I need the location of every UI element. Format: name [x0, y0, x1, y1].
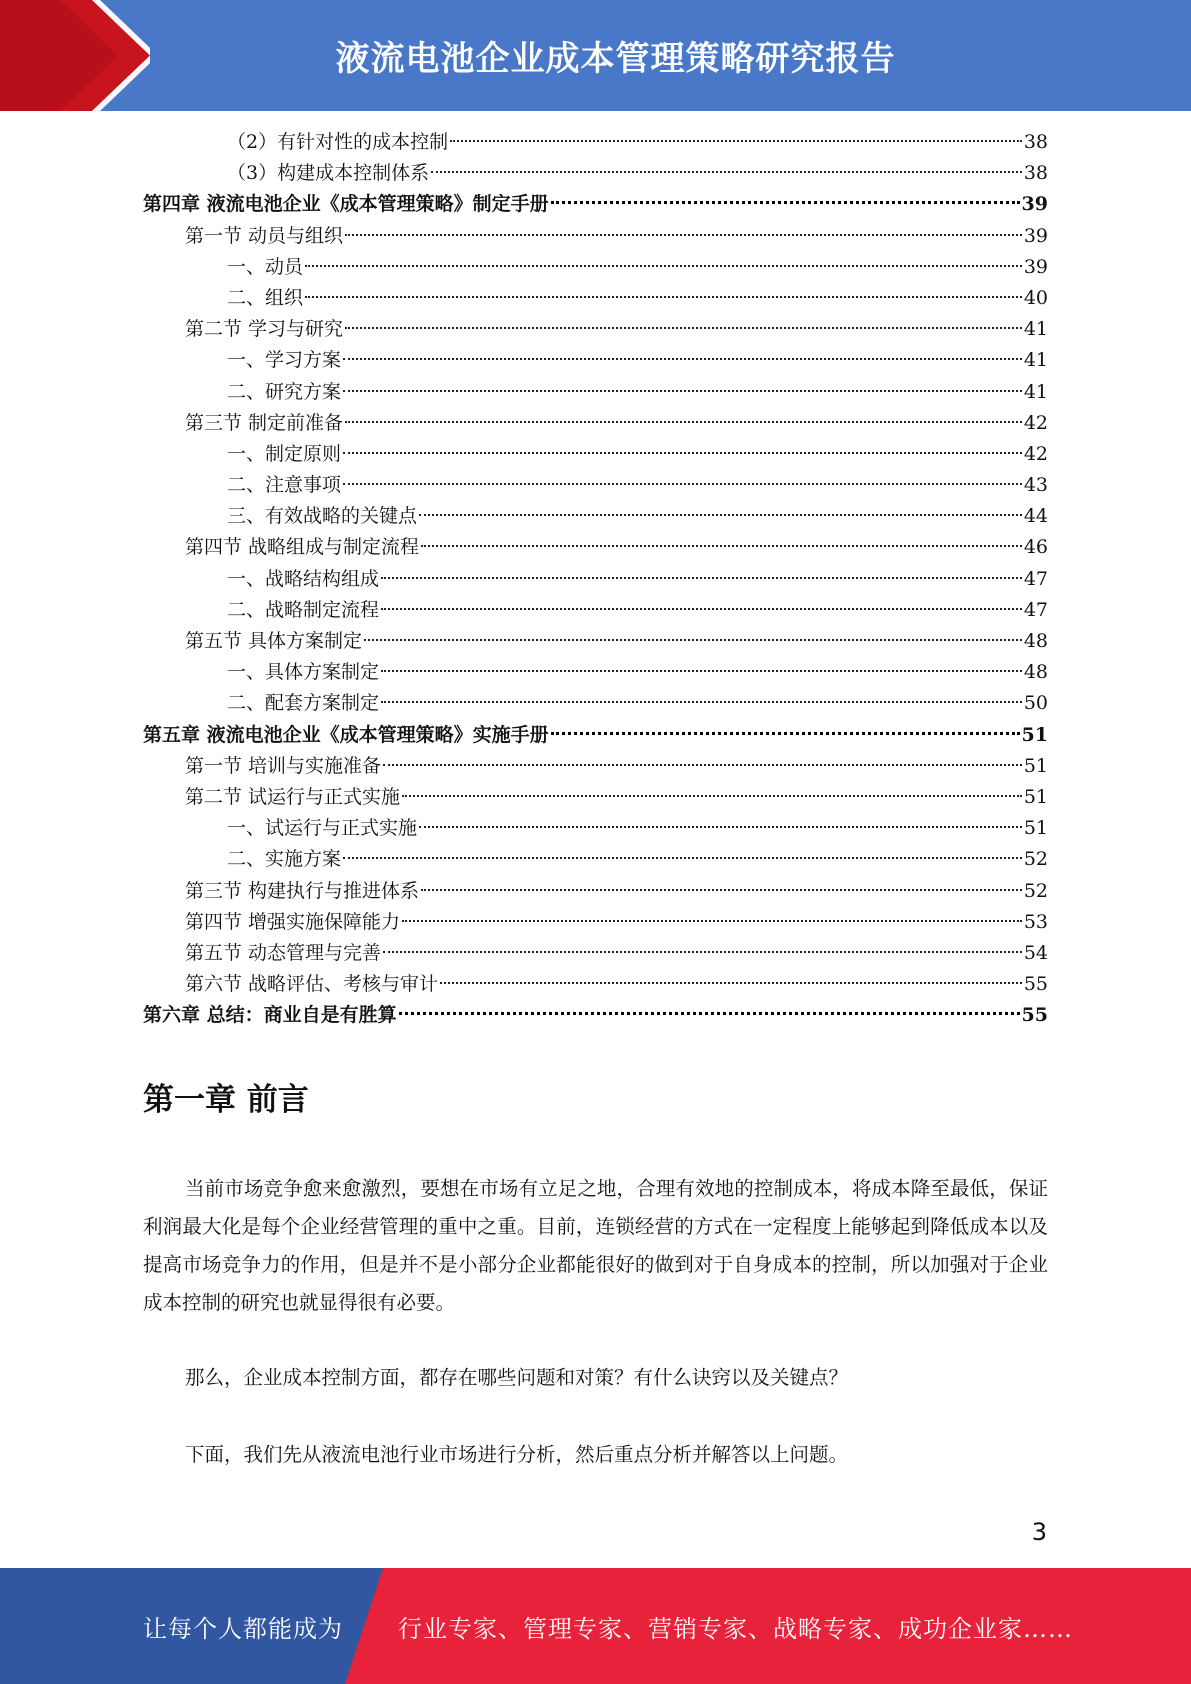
- toc-subsection-entry[interactable]: [143, 252, 1048, 283]
- toc-page-number: 39: [1021, 193, 1048, 216]
- toc-entry-title: 一、具体方案制定: [227, 661, 380, 684]
- toc-entry-title: 第二节 试运行与正式实施: [185, 785, 401, 808]
- toc-subsection-entry[interactable]: [143, 813, 1048, 844]
- toc-entry-title: 一、试运行与正式实施: [227, 817, 418, 840]
- toc-page-number: 55: [1021, 1004, 1048, 1027]
- toc-leader-dots: [399, 1012, 1020, 1015]
- toc-leader-dots: [343, 390, 1022, 392]
- toc-entry-title: 第五节 具体方案制定: [185, 630, 363, 652]
- toc-section-entry[interactable]: [143, 626, 1048, 657]
- toc-subsection-entry[interactable]: [143, 158, 1048, 189]
- toc-leader-dots: [421, 545, 1022, 547]
- toc-page-number: 38: [1023, 131, 1048, 153]
- toc-leader-dots: [343, 358, 1022, 360]
- header-band: [0, 0, 1191, 111]
- toc-page-number: 51: [1023, 817, 1048, 840]
- toc-leader-dots: [381, 577, 1022, 579]
- toc-leader-dots: [343, 483, 1022, 485]
- toc-page-number: 38: [1023, 162, 1048, 185]
- toc-subsection-entry[interactable]: [143, 377, 1048, 408]
- toc-leader-dots: [551, 201, 1020, 204]
- toc-page-number: 54: [1023, 941, 1048, 964]
- toc-entry-title: 一、动员: [227, 255, 304, 278]
- toc-section-entry[interactable]: [143, 751, 1048, 782]
- toc-page-number: 51: [1023, 785, 1048, 808]
- toc-page-number: 41: [1023, 318, 1048, 341]
- toc-leader-dots: [402, 795, 1022, 797]
- toc-leader-dots: [383, 951, 1022, 953]
- paragraph: 当前市场竞争愈来愈激烈，要想在市场有立足之地，合理有效地的控制成本，将成本降至最低，保证利润最大化是每个企业经营管理的重中之重。目前，连锁经营的方式在一定程度上能够起到降低成本以及提高市场竞争力的作用，但是并不是小部分企业都能很好的做到对于自身成本的控制，所以加强对于企业成本控制的研究也就显得很有必要。: [143, 1177, 1048, 1314]
- toc-entry-title: 第二节 学习与研究: [185, 318, 344, 341]
- toc-page-number: 55: [1023, 973, 1048, 996]
- footer-band: [0, 1568, 1191, 1684]
- toc-page-number: 40: [1023, 286, 1048, 309]
- paragraph: 下面，我们先从液流电池行业市场进行分析，然后重点分析并解答以上问题。: [185, 1443, 849, 1466]
- toc-entry-title: 二、战略制定流程: [227, 598, 380, 621]
- toc-section-entry[interactable]: [143, 938, 1048, 969]
- toc-subsection-entry[interactable]: [143, 283, 1048, 314]
- toc-page-number: 43: [1023, 474, 1048, 497]
- toc-page-number: 42: [1023, 442, 1048, 465]
- toc-leader-dots: [343, 857, 1022, 859]
- toc-chapter-entry[interactable]: [143, 189, 1048, 220]
- toc-section-entry[interactable]: [143, 876, 1048, 907]
- toc-section-entry[interactable]: [143, 408, 1048, 439]
- chapter-heading: 第一章 前言: [143, 1082, 309, 1118]
- toc-entry-title: 二、配套方案制定: [227, 692, 380, 715]
- toc-leader-dots: [383, 764, 1022, 766]
- toc-leader-dots: [364, 639, 1022, 641]
- toc-leader-dots: [402, 920, 1022, 922]
- toc-chapter-entry[interactable]: [143, 1000, 1048, 1031]
- toc-entry-title: 第四节 战略组成与制定流程: [185, 536, 420, 559]
- toc-leader-dots: [305, 296, 1022, 298]
- toc-leader-dots: [431, 171, 1022, 173]
- toc-subsection-entry[interactable]: [143, 345, 1048, 376]
- toc-section-entry[interactable]: [143, 532, 1048, 563]
- toc-subsection-entry[interactable]: [143, 470, 1048, 501]
- toc-entry-title: 第五章 液流电池企业《成本管理策略》实施手册: [143, 723, 549, 746]
- footer-slogan-left: 让每个人都能成为: [143, 1614, 343, 1643]
- toc-subsection-entry[interactable]: [143, 564, 1048, 595]
- toc-page-number: 44: [1023, 505, 1048, 528]
- toc-page-number: 50: [1023, 692, 1048, 715]
- toc-page-number: 41: [1023, 349, 1048, 372]
- toc-entry-title: 第六节 战略评估、考核与审计: [185, 973, 439, 996]
- toc-entry-title: 第一节 培训与实施准备: [185, 754, 382, 777]
- toc-page-number: 47: [1023, 598, 1048, 621]
- toc-entry-title: 第四章 液流电池企业《成本管理策略》制定手册: [143, 193, 549, 216]
- toc-subsection-entry[interactable]: [143, 688, 1048, 719]
- toc-entry-title: 一、制定原则: [227, 442, 342, 465]
- toc-entry-title: 二、实施方案: [227, 848, 342, 871]
- toc-subsection-entry[interactable]: [143, 127, 1048, 158]
- toc-entry-title: 一、战略结构组成: [227, 567, 380, 590]
- page-number: 3: [1031, 1518, 1047, 1546]
- toc-leader-dots: [419, 826, 1022, 828]
- toc-subsection-entry[interactable]: [143, 595, 1048, 626]
- toc-section-entry[interactable]: [143, 314, 1048, 345]
- toc-page-number: 42: [1023, 411, 1048, 434]
- toc-page-number: 46: [1023, 536, 1048, 559]
- toc-section-entry[interactable]: [143, 221, 1048, 252]
- toc-entry-title: 第一节 动员与组织: [185, 224, 344, 247]
- toc-page-number: 48: [1023, 630, 1048, 652]
- toc-page-number: 47: [1023, 567, 1048, 590]
- toc-leader-dots: [421, 889, 1022, 891]
- toc-page-number: 41: [1023, 380, 1048, 403]
- toc-leader-dots: [305, 265, 1022, 267]
- toc-leader-dots: [450, 140, 1022, 142]
- toc-entry-title: 三、有效战略的关键点: [227, 505, 418, 528]
- toc-subsection-entry[interactable]: [143, 657, 1048, 688]
- toc-leader-dots: [345, 327, 1022, 329]
- toc-leader-dots: [381, 701, 1022, 703]
- toc-page-number: 52: [1023, 848, 1048, 871]
- toc-subsection-entry[interactable]: [143, 439, 1048, 470]
- toc-subsection-entry[interactable]: [143, 501, 1048, 532]
- toc-leader-dots: [343, 452, 1022, 454]
- toc-page-number: 53: [1023, 910, 1048, 933]
- toc-subsection-entry[interactable]: [143, 844, 1048, 875]
- toc-leader-dots: [419, 514, 1022, 516]
- toc-page-number: 39: [1023, 224, 1048, 247]
- paragraph: 那么，企业成本控制方面，都存在哪些问题和对策？有什么诀窍以及关键点？: [185, 1366, 849, 1389]
- toc-section-entry[interactable]: [143, 907, 1048, 938]
- toc-entry-title: （3）构建成本控制体系: [227, 162, 430, 185]
- toc-leader-dots: [345, 421, 1022, 423]
- toc-page-number: 39: [1023, 255, 1048, 278]
- table-of-contents: [143, 127, 1048, 1031]
- toc-entry-title: 二、组织: [227, 286, 304, 309]
- toc-leader-dots: [551, 732, 1020, 735]
- toc-page-number: 52: [1023, 879, 1048, 902]
- header-chevron-decoration: [0, 0, 150, 111]
- toc-entry-title: （2）有针对性的成本控制: [227, 131, 449, 153]
- toc-leader-dots: [381, 608, 1022, 610]
- toc-chapter-entry[interactable]: [143, 720, 1048, 751]
- toc-page-number: 51: [1023, 754, 1048, 777]
- toc-leader-dots: [440, 982, 1022, 984]
- toc-entry-title: 第四节 增强实施保障能力: [185, 910, 401, 933]
- toc-section-entry[interactable]: [143, 969, 1048, 1000]
- toc-page-number: 48: [1023, 661, 1048, 684]
- toc-entry-title: 第六章 总结：商业自是有胜算: [143, 1004, 397, 1027]
- report-title: 液流电池企业成本管理策略研究报告: [335, 39, 896, 79]
- toc-section-entry[interactable]: [143, 782, 1048, 813]
- toc-entry-title: 二、研究方案: [227, 380, 342, 403]
- toc-entry-title: 第三节 构建执行与推进体系: [185, 879, 420, 902]
- toc-entry-title: 第五节 动态管理与完善: [185, 941, 382, 964]
- toc-entry-title: 二、注意事项: [227, 474, 342, 497]
- toc-entry-title: 第三节 制定前准备: [185, 411, 344, 434]
- toc-entry-title: 一、学习方案: [227, 349, 342, 372]
- toc-leader-dots: [381, 670, 1022, 672]
- toc-leader-dots: [345, 234, 1022, 236]
- toc-page-number: 51: [1021, 723, 1048, 746]
- footer-slogan-right: 行业专家、管理专家、营销专家、战略专家、成功企业家……: [398, 1614, 1073, 1643]
